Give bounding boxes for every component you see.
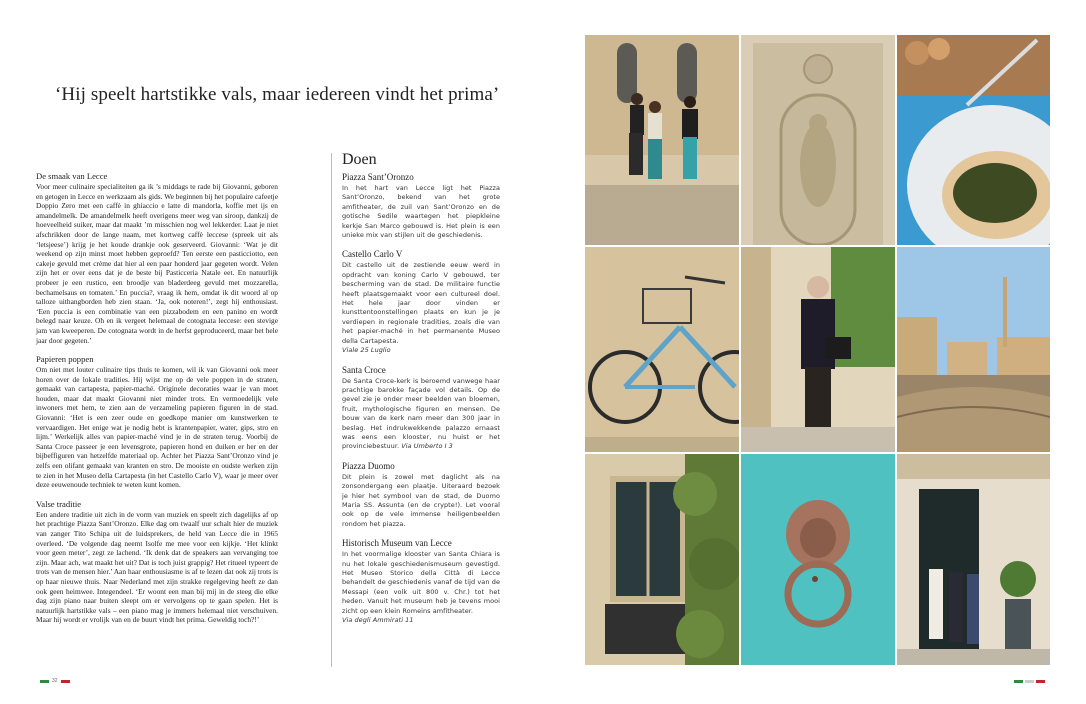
flag-red-bar: [1036, 680, 1045, 683]
sight-heading: Piazza Duomo: [342, 460, 395, 471]
sight-address: Viale 25 Luglio: [342, 346, 391, 355]
sidebar-title: Doen: [342, 151, 377, 168]
article-body-column: [36, 171, 278, 634]
baroque-doorway-statue-photo: [741, 35, 895, 245]
elderly-woman-photo: [741, 247, 895, 452]
section-body: Om niet met louter culinaire tips thuis te komen, wil ik van Giovanni ook meer horen over de lokale tradities. Hij wijst me op de vele poppen in de straten, gemaakt van cartapesta, papier-maché. Originele decoraties waar je van moet houden, maar dat maakt Giovanni niet minder trots. En vermoedelijk vele inwoners met hem, te zien aan de verzameling papieren figuren in de stad. Giovanni: ‘Het is een zeer oude en goedkope manier om kunstwerken te vervaardigen. Het enige wat je nodig hebt is krantenpapier, water, gips, stro en lijm.’ Werkelijk alles van papier-maché vind je in de straten terug. Voorbij de Santa Croce passeer je een levensgrote, papieren hond en duiken er her en der bijbeffiguren van hetzelfde materiaal op. Achter het Piazza Sant’Oronzo vind je zelfs een olifant gemaakt van kranten en stro. De mooiste en oudste werken zijn te zien in het Museo della Cartapesta (in het Castello Carlo V), waar je meer over deze eeuwenoude techniek te weten kunt komen.: [36, 365, 278, 490]
sight-body: Dit plein is zowel met daglicht als na zonsondergang een plaatje. Uiteraard bezoek je hier het symbool van de stad, de Duomo Maria SS. Assunta (en de crypte!). Let vooral ook op de vele immense heiligenbeelden rondom het piazza.: [342, 472, 500, 528]
section-body: Voor meer culinaire specialiteiten ga ik ’s middags te rade bij Giovanni, geboren en getogen in Lecce en werkzaam als gids. We beginnen bij het populaire cafeetje Doppio Zero met een caffè in ghiaccio e latte di mandorla, koffie met ijs en amandelmelk. De amandelmelk heeft overigens meer weg van siroop, dankzij de hoeveelheid suiker, maar dat maakt ’m misschien nog wel lekkerder. Laat je niet afschrikken door de lange naam, met kortweg caffè leccese (spreek uit als ‘letsjeese’) krijg je het koude drankje ook geserveerd. Giovanni: ‘Wat je dit weekend op zijn minst moet hebben geproefd? Ten eerste een pasticciotto, een cakeje gevuld met crème dat hier al een paar honderd jaar gegeten wordt. Velen zijn het er over eens dat je de beste bij Pasticceria Natale eet. En natuurlijk probeer je een rustico, een broodje van bladerdeeg gevuld met mozzarella, bechamelsaus en tomaten.’ En puccia?, vraag ik hem, omdat ik dit woord al op talloze uithangborden heb zien staan. ‘Ja, ook noteren!’, zegt hij enthousiast. ‘Een puccia is een combinatie van een pizzabodem en een panino en wordt belegd naar keuze. Oh en ik vergeet helemaal de cotognata leccese: een stevige jam van kweeperen. De cotognata wordt in de herfst geproduceerd, maar het hele jaar door gegeten.’: [36, 182, 278, 345]
flag-green-bar: [1014, 680, 1023, 683]
sight-address: Via Umberto I 3: [401, 442, 453, 451]
section-heading: Papieren poppen: [36, 354, 94, 365]
tourists-on-piazza-photo: [585, 35, 739, 245]
photo-grid: [585, 35, 1050, 665]
sight-body: Dit castello uit de zestiende eeuw werd in opdracht van koning Carlo V gebouwd, ter bescherming van de stad. De militaire functie heeft plaatsgemaakt voor een cultureel doel. Het hele jaar door vinden er kunsttentoonstellingen plaats en kun je je verdiepen in regionale tradities, zoals die van het papier-maché in het permanente Museo della Cartapesta. Viale 25 Luglio: [342, 261, 500, 355]
sight-address: Via degli Ammirati 11: [342, 616, 414, 625]
sight-heading: Santa Croce: [342, 364, 386, 375]
ivy-window-photo: [585, 454, 739, 665]
flag-red-bar: [61, 680, 70, 683]
shop-entrance-photo: [897, 454, 1050, 665]
sight-body: In het hart van Lecce ligt het Piazza Sant’Oronzo, bekend van het grote amfitheater, de zuil van Sant’Oronzo en de gotische Sedile waartegen het piepkleine kerkje San Marco gebouwd is. Het plein is een unieke mix van stijlen uit de geschiedenis.: [342, 184, 500, 240]
sight-heading: Castello Carlo V: [342, 249, 403, 260]
sight-body: De Santa Croce-kerk is beroemd vanwege haar prachtige barokke façade vol details. Op de gevel zie je onder meer beelden van bloemen, fruit, mythologische figuren en mensen. De bouw van de kerk nam meer dan 300 jaar in beslag. Het indrukwekkende palazzo ernaast was eens een klooster, nu huist er het provinciebestuur. Via Umberto I 3: [342, 376, 500, 451]
column-divider: [331, 153, 332, 667]
sight-heading: Historisch Museum van Lecce: [342, 538, 452, 549]
lion-door-knocker-photo: [741, 454, 895, 665]
flag-green-bar: [40, 680, 49, 683]
doen-sidebar: [342, 151, 500, 634]
page-footer-left: [40, 678, 70, 684]
section-body: Een andere traditie uit zich in de vorm van muziek en speelt zich dagelijks af op het prachtige Piazza Sant’Oronzo. Elke dag om twaalf uur schalt hier de muziek van zanger Tito Schipa uit de luidsprekers, de held van Lecce die in 1965 overleed. ‘De volgende dag neemt Isolfe me mee voor een kijkje. ‘Het klinkt voor geen meter’, zegt ze lachend. ‘Ik denk dat de speakers aan vervanging toe zijn. Maar ach, wat maakt het uit? Dat is toch juist grappig? Het ritueel typeert de trots van de mensen hier.’ Aan haar enthousiasme is af te lezen dat ook zij trots is op haar nieuwe thuis. Naar Nederland met zijn strakke regelgeving heeft ze dan ook geen heimwee. Integendeel. ‘Er woont een man bij mij in de steeg die elke dag zijn piano naar buiten sleept om er vervolgens op te gaan spelen. Het is natuurlijk hartstikke vals – een piano mag je immers helemaal niet verschuiven. Maar hij wordt er vrolijk van en de buurt vindt het prima. Geweldig toch?!’: [36, 509, 278, 625]
page-footer-right: [1014, 680, 1045, 683]
blue-bicycle-photo: [585, 247, 739, 452]
section-heading: De smaak van Lecce: [36, 171, 108, 181]
sight-body: In het voormalige klooster van Santa Chiara is nu het lokale geschiedenismuseum gevestigd. Het Museo Storico della Città di Lecce behandelt de geschiedenis vanaf de tijd van de Messapi (een volk uit 800 v. Chr.) tot het heden. Vanuit het museum heb je tevens mooi zicht op een klein Romeins amfitheater. Via degli Ammirati 11: [342, 550, 500, 625]
food-plate-photo: [897, 35, 1050, 245]
amphitheater-photo: [897, 247, 1050, 452]
sight-heading: Piazza Sant’Oronzo: [342, 172, 414, 182]
pull-quote-headline: ‘Hij speelt hartstikke vals, maar iedereen vindt het prima’: [55, 84, 500, 105]
flag-white-bar: [1025, 680, 1034, 683]
section-heading: Valse traditie: [36, 498, 82, 509]
page-number: 32: [52, 678, 58, 684]
